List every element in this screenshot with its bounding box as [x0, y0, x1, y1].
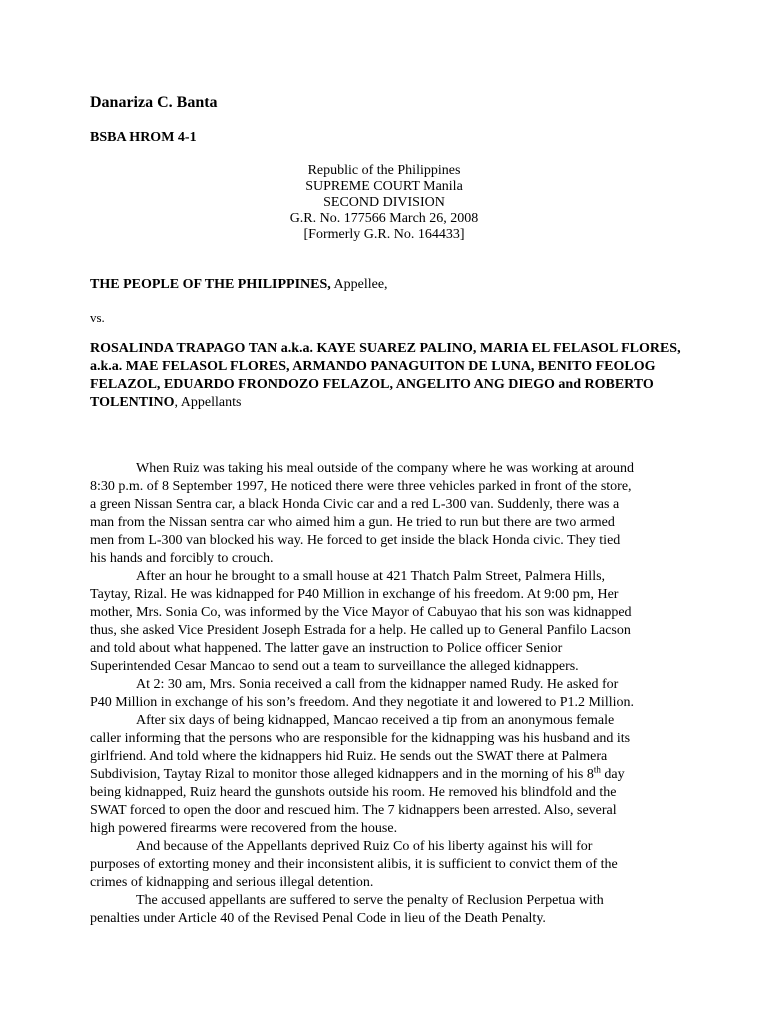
court-line-republic: Republic of the Philippines: [307, 163, 461, 178]
paragraph-line: The accused appellants are suffered to serve the penalty of Reclusion Perpetua with: [136, 893, 604, 908]
paragraph-line: man from the Nissan sentra car who aimed him a gun. He tried to run but there are two armed: [90, 515, 615, 530]
paragraph-line: And because of the Appellants deprived Ruiz Co of his liberty against his will for: [136, 839, 593, 854]
paragraph-line: penalties under Article 40 of the Revised Penal Code in lieu of the Death Penalty.: [90, 911, 546, 926]
paragraph-line: and told about what happened. The latter gave an instruction to Police officer Senior: [90, 641, 563, 656]
paragraph-line: 8:30 p.m. of 8 September 1997, He noticed there were three vehicles parked in front of the store,: [90, 479, 632, 494]
appellants-block: [90, 340, 682, 412]
court-line-case-number: G.R. No. 177566 March 26, 2008: [289, 211, 479, 226]
case-narrative: [90, 460, 684, 928]
court-line-division: SECOND DIVISION: [323, 195, 445, 210]
line-text: day: [600, 767, 625, 782]
paragraph-line: After an hour he brought to a small house at 421 Thatch Palm Street, Palmera Hills,: [136, 569, 606, 584]
ordinal-suffix: th: [593, 764, 601, 775]
paragraph-line: high powered firearms were recovered from the house.: [90, 821, 398, 836]
court-heading: [90, 163, 678, 243]
paragraph-line: Superintended Cesar Mancao to send out a team to surveillance the alleged kidnappers.: [90, 659, 579, 674]
appellants-line: a.k.a. MAE FELASOL FLORES, ARMANDO PANAGUITON DE LUNA, BENITO FEOLOG: [90, 359, 656, 374]
paragraph-line: thus, she asked Vice President Joseph Estrada for a help. He called up to General Panfilo Lacson: [90, 623, 631, 638]
paragraph-line: being kidnapped, Ruiz heard the gunshots outside his room. He removed his blindfold and the: [90, 785, 617, 800]
paragraph-line: When Ruiz was taking his meal outside of the company where he was working at around: [136, 461, 635, 476]
course-section: BSBA HROM 4-1: [90, 130, 197, 145]
paragraph-line: mother, Mrs. Sonia Co, was informed by the Vice Mayor of Cabuyao that his son was kidnapped: [90, 605, 632, 620]
paragraph-line: men from L-300 van blocked his way. He forced to get inside the black Honda civic. They tied: [90, 533, 621, 548]
appellants-line: ROSALINDA TRAPAGO TAN a.k.a. KAYE SUAREZ PALINO, MARIA EL FELASOL FLORES,: [90, 341, 681, 356]
versus-label: vs.: [90, 310, 105, 325]
court-line-supreme-court: SUPREME COURT Manila: [305, 179, 463, 194]
paragraph-line: Taytay, Rizal. He was kidnapped for P40 Million in exchange of his freedom. At 9:00 pm, Her: [90, 587, 619, 602]
paragraph-line: P40 Million in exchange of his son’s freedom. And they negotiate it and lowered to P1.2 Million.: [90, 695, 634, 710]
line-text: Subdivision, Taytay Rizal to monitor those alleged kidnappers and in the morning of his 8: [90, 767, 594, 782]
appellee-line: [90, 277, 388, 293]
paragraph-line: a green Nissan Sentra car, a black Honda Civic car and a red L-300 van. Suddenly, there was a: [90, 497, 620, 512]
court-line-former-number: [Formerly G.R. No. 164433]: [303, 227, 465, 242]
appellee-role: Appellee,: [330, 277, 388, 292]
author-name: Danariza C. Banta: [90, 94, 218, 111]
paragraph-line: At 2: 30 am, Mrs. Sonia received a call from the kidnapper named Rudy. He asked for: [136, 677, 619, 692]
paragraph-line: purposes of extorting money and their inconsistent alibis, it is sufficient to convict them of the: [90, 857, 618, 872]
appellee-name: THE PEOPLE OF THE PHILIPPINES,: [90, 277, 331, 292]
paragraph-line: SWAT forced to open the door and rescued him. The 7 kidnappers been arrested. Also, several: [90, 803, 617, 818]
appellants-last-name: TOLENTINO: [90, 395, 175, 410]
paragraph-line: crimes of kidnapping and serious illegal detention.: [90, 875, 374, 890]
paragraph-line: girlfriend. And told where the kidnappers hid Ruiz. He sends out the SWAT there at Palmera: [90, 749, 608, 764]
paragraph-line: After six days of being kidnapped, Mancao received a tip from an anonymous female: [136, 713, 615, 728]
paragraph-line: caller informing that the persons who are responsible for the kidnapping was his husband and its: [90, 731, 631, 746]
paragraph-line: his hands and forcibly to crouch.: [90, 551, 274, 566]
appellants-line: FELAZOL, EDUARDO FRONDOZO FELAZOL, ANGELITO ANG DIEGO and ROBERTO: [90, 377, 654, 392]
paragraph-line: [90, 766, 684, 784]
appellants-line-last: [90, 394, 682, 412]
appellants-role: , Appellants: [174, 395, 242, 410]
